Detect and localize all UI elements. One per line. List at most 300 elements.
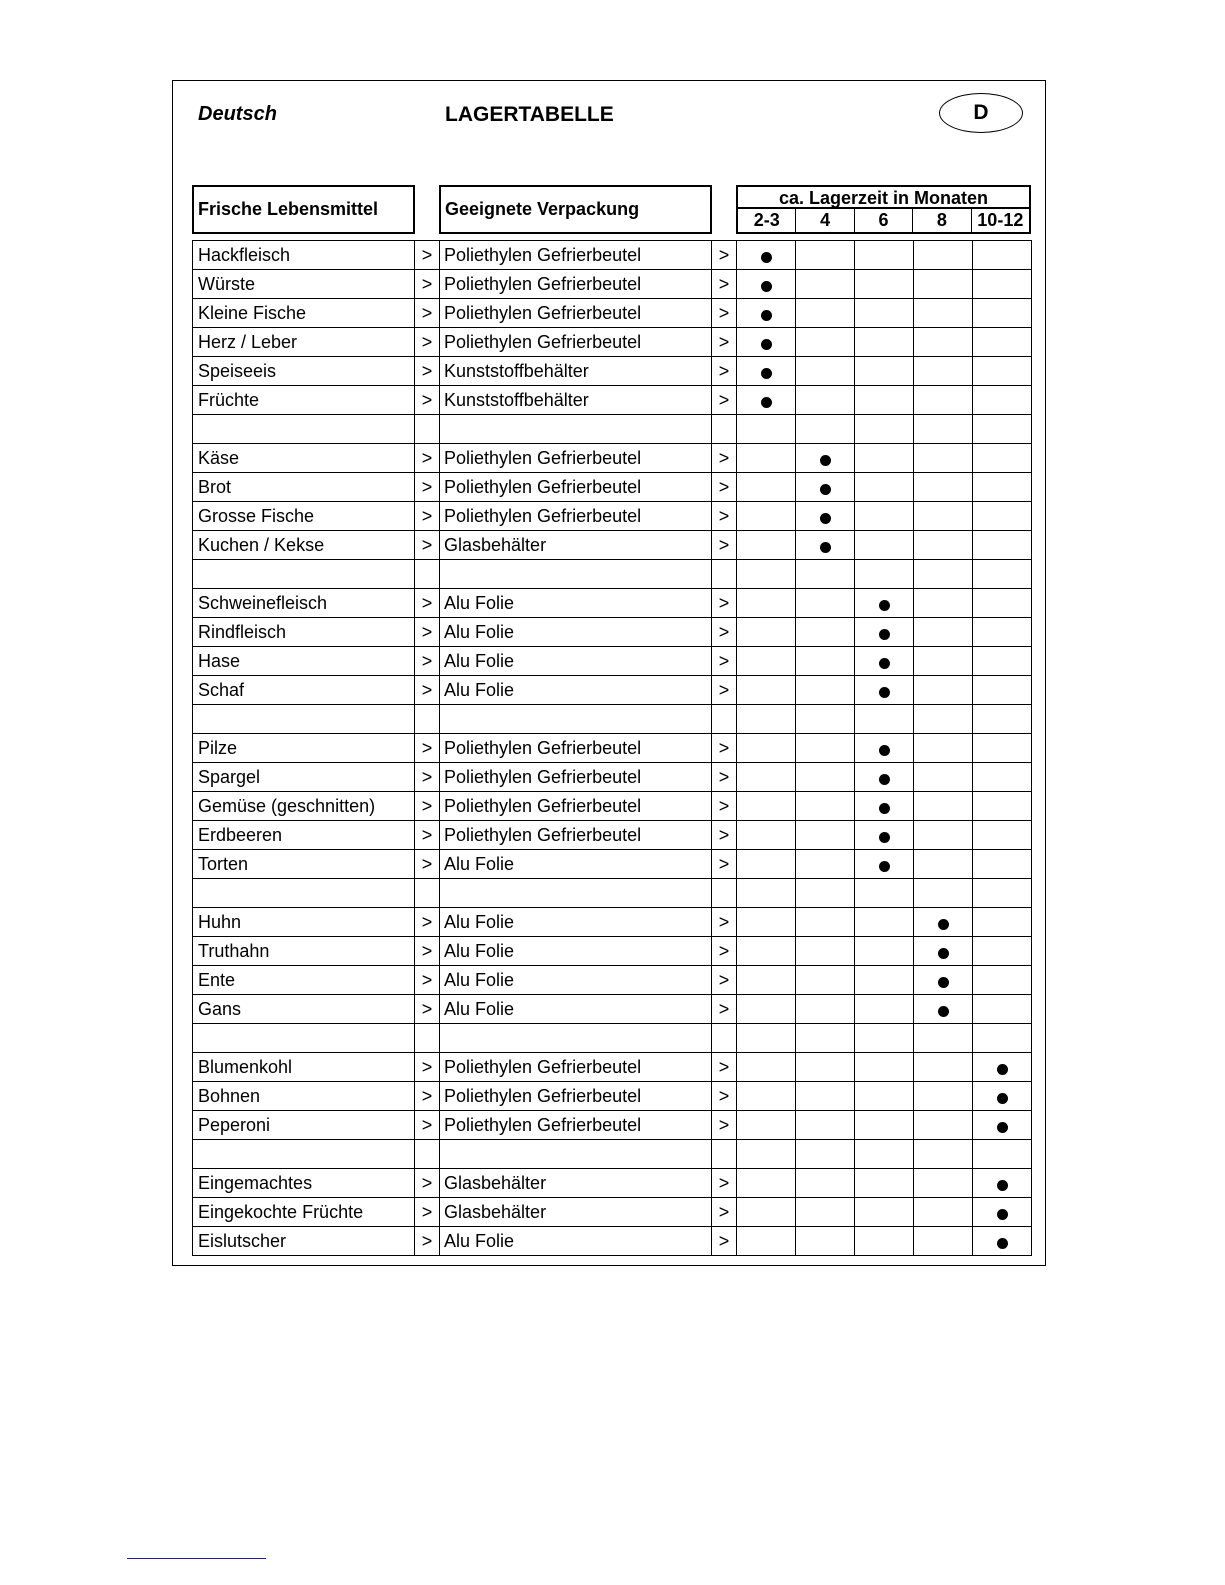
- month-cell: [737, 357, 796, 386]
- empty-cell: [737, 1140, 796, 1169]
- storage-dot-icon: [761, 397, 772, 408]
- packaging-name: Poliethylen Gefrierbeutel: [440, 241, 712, 270]
- month-cell: [796, 995, 855, 1024]
- month-cell: [855, 444, 914, 473]
- empty-cell: [796, 879, 855, 908]
- food-name: Würste: [193, 270, 415, 299]
- storage-dot-icon: [879, 658, 890, 669]
- packaging-name: Poliethylen Gefrierbeutel: [440, 792, 712, 821]
- table-row: [193, 618, 1032, 647]
- packaging-name: Poliethylen Gefrierbeutel: [440, 473, 712, 502]
- table-row: [193, 386, 1032, 415]
- month-cell: [855, 792, 914, 821]
- month-cell: [855, 270, 914, 299]
- month-cell: [973, 1111, 1032, 1140]
- month-cell: [855, 589, 914, 618]
- empty-cell: [914, 1140, 973, 1169]
- empty-cell: [440, 415, 712, 444]
- storage-dot-icon: [938, 919, 949, 930]
- month-cell: [737, 966, 796, 995]
- packaging-name: Poliethylen Gefrierbeutel: [440, 1053, 712, 1082]
- separator-row: [193, 1140, 1032, 1169]
- empty-cell: [193, 705, 415, 734]
- arrow-glyph: >: [415, 386, 440, 415]
- month-cell: [796, 473, 855, 502]
- month-cell: [737, 937, 796, 966]
- month-cell: [796, 676, 855, 705]
- table-row: [193, 734, 1032, 763]
- storage-dot-icon: [997, 1238, 1008, 1249]
- arrow-glyph: >: [415, 357, 440, 386]
- empty-cell: [193, 1024, 415, 1053]
- arrow-glyph: >: [712, 1111, 737, 1140]
- storage-dot-icon: [879, 861, 890, 872]
- month-cell: [973, 792, 1032, 821]
- table-row: [193, 676, 1032, 705]
- storage-dot-icon: [997, 1064, 1008, 1075]
- month-cell: [796, 1227, 855, 1256]
- empty-cell: [796, 1024, 855, 1053]
- empty-cell: [193, 415, 415, 444]
- month-cell: [855, 1169, 914, 1198]
- month-cell: [914, 1169, 973, 1198]
- month-cell: [973, 1082, 1032, 1111]
- arrow-glyph: >: [712, 937, 737, 966]
- empty-cell: [855, 1024, 914, 1053]
- arrow-glyph: >: [712, 589, 737, 618]
- packaging-name: Alu Folie: [440, 647, 712, 676]
- empty-cell: [712, 705, 737, 734]
- packaging-name: Kunststoffbehälter: [440, 386, 712, 415]
- packaging-name: Alu Folie: [440, 589, 712, 618]
- month-cell: [973, 1053, 1032, 1082]
- table-row: [193, 589, 1032, 618]
- month-cell: [914, 966, 973, 995]
- month-cell: [737, 1053, 796, 1082]
- packaging-name: Poliethylen Gefrierbeutel: [440, 270, 712, 299]
- month-cell: [855, 386, 914, 415]
- table-row: [193, 1169, 1032, 1198]
- month-cell: [737, 589, 796, 618]
- table-row: [193, 937, 1032, 966]
- arrow-glyph: >: [712, 734, 737, 763]
- packaging-name: Alu Folie: [440, 1227, 712, 1256]
- storage-dot-icon: [997, 1093, 1008, 1104]
- empty-cell: [914, 879, 973, 908]
- month-cell: [914, 908, 973, 937]
- month-cell: [855, 850, 914, 879]
- month-cell: [914, 328, 973, 357]
- packaging-name: Alu Folie: [440, 908, 712, 937]
- month-cell: [973, 531, 1032, 560]
- arrow-glyph: >: [415, 821, 440, 850]
- packaging-name: Alu Folie: [440, 850, 712, 879]
- food-name: Spargel: [193, 763, 415, 792]
- arrow-glyph: >: [415, 328, 440, 357]
- storage-dot-icon: [997, 1180, 1008, 1191]
- food-name: Hackfleisch: [193, 241, 415, 270]
- storage-table: [192, 240, 1032, 1256]
- arrow-glyph: >: [712, 1198, 737, 1227]
- storage-dot-icon: [938, 948, 949, 959]
- storage-dot-icon: [879, 600, 890, 611]
- food-name: Herz / Leber: [193, 328, 415, 357]
- empty-cell: [796, 415, 855, 444]
- month-cell: [796, 792, 855, 821]
- storage-dot-icon: [938, 977, 949, 988]
- table-row: [193, 270, 1032, 299]
- month-header: 8: [912, 209, 970, 232]
- month-cell: [855, 763, 914, 792]
- storage-dot-icon: [820, 542, 831, 553]
- empty-cell: [973, 705, 1032, 734]
- month-cell: [855, 821, 914, 850]
- table-row: [193, 1053, 1032, 1082]
- month-cell: [973, 299, 1032, 328]
- country-code-badge: D: [939, 93, 1023, 133]
- food-column-header: Frische Lebensmittel: [192, 185, 415, 234]
- arrow-glyph: >: [415, 1198, 440, 1227]
- packaging-name: Kunststoffbehälter: [440, 357, 712, 386]
- food-name: Brot: [193, 473, 415, 502]
- arrow-glyph: >: [415, 241, 440, 270]
- food-name: Torten: [193, 850, 415, 879]
- arrow-glyph: >: [712, 444, 737, 473]
- empty-cell: [415, 415, 440, 444]
- food-name: Schaf: [193, 676, 415, 705]
- separator-row: [193, 1024, 1032, 1053]
- food-name: Kleine Fische: [193, 299, 415, 328]
- arrow-glyph: >: [712, 908, 737, 937]
- packaging-name: Poliethylen Gefrierbeutel: [440, 328, 712, 357]
- empty-cell: [796, 1140, 855, 1169]
- month-cell: [855, 966, 914, 995]
- month-cell: [737, 531, 796, 560]
- packaging-name: Alu Folie: [440, 676, 712, 705]
- month-cell: [855, 241, 914, 270]
- month-cell: [737, 734, 796, 763]
- month-header: 6: [854, 209, 912, 232]
- month-cell: [914, 1053, 973, 1082]
- month-cell: [737, 270, 796, 299]
- empty-cell: [415, 560, 440, 589]
- month-cell: [796, 531, 855, 560]
- empty-cell: [712, 415, 737, 444]
- arrow-glyph: >: [415, 763, 440, 792]
- month-cell: [855, 1227, 914, 1256]
- month-cell: [796, 328, 855, 357]
- month-cell: [855, 618, 914, 647]
- packaging-name: Alu Folie: [440, 618, 712, 647]
- empty-cell: [855, 879, 914, 908]
- food-name: Truthahn: [193, 937, 415, 966]
- food-name: Käse: [193, 444, 415, 473]
- month-cell: [796, 502, 855, 531]
- month-cell: [973, 966, 1032, 995]
- month-cell: [737, 792, 796, 821]
- empty-cell: [973, 879, 1032, 908]
- empty-cell: [712, 560, 737, 589]
- packaging-name: Alu Folie: [440, 966, 712, 995]
- month-cell: [914, 531, 973, 560]
- arrow-glyph: >: [415, 734, 440, 763]
- table-row: [193, 241, 1032, 270]
- empty-cell: [712, 879, 737, 908]
- empty-cell: [440, 1024, 712, 1053]
- packaging-name: Poliethylen Gefrierbeutel: [440, 763, 712, 792]
- arrow-glyph: >: [712, 270, 737, 299]
- month-cell: [737, 444, 796, 473]
- month-cell: [914, 995, 973, 1024]
- month-cell: [914, 676, 973, 705]
- empty-cell: [440, 879, 712, 908]
- packaging-name: Poliethylen Gefrierbeutel: [440, 444, 712, 473]
- month-cell: [914, 647, 973, 676]
- empty-cell: [855, 1140, 914, 1169]
- empty-cell: [737, 415, 796, 444]
- month-cell: [914, 502, 973, 531]
- month-cell: [855, 502, 914, 531]
- food-name: Früchte: [193, 386, 415, 415]
- month-cell: [796, 299, 855, 328]
- food-name: Eingekochte Früchte: [193, 1198, 415, 1227]
- arrow-glyph: >: [415, 647, 440, 676]
- arrow-glyph: >: [415, 1053, 440, 1082]
- table-row: [193, 792, 1032, 821]
- month-cell: [973, 995, 1032, 1024]
- food-name: Eingemachtes: [193, 1169, 415, 1198]
- empty-cell: [712, 1140, 737, 1169]
- month-header: 10-12: [971, 209, 1029, 232]
- arrow-glyph: >: [415, 1111, 440, 1140]
- month-cell: [914, 1082, 973, 1111]
- table-row: [193, 473, 1032, 502]
- arrow-glyph: >: [415, 1082, 440, 1111]
- storage-dot-icon: [761, 339, 772, 350]
- page-title: LAGERTABELLE: [445, 103, 614, 126]
- table-row: [193, 502, 1032, 531]
- empty-cell: [193, 560, 415, 589]
- month-cell: [796, 1082, 855, 1111]
- packaging-column-header: Geeignete Verpackung: [439, 185, 712, 234]
- storage-dot-icon: [879, 803, 890, 814]
- food-name: Pilze: [193, 734, 415, 763]
- arrow-glyph: >: [415, 473, 440, 502]
- storage-dot-icon: [820, 513, 831, 524]
- month-cell: [796, 908, 855, 937]
- storage-dot-icon: [820, 484, 831, 495]
- packaging-name: Poliethylen Gefrierbeutel: [440, 502, 712, 531]
- packaging-name: Poliethylen Gefrierbeutel: [440, 821, 712, 850]
- arrow-glyph: >: [712, 1082, 737, 1111]
- month-cell: [737, 1169, 796, 1198]
- month-cell: [796, 589, 855, 618]
- arrow-glyph: >: [712, 386, 737, 415]
- arrow-glyph: >: [415, 531, 440, 560]
- month-cell: [737, 473, 796, 502]
- month-cell: [855, 1198, 914, 1227]
- storage-dot-icon: [879, 687, 890, 698]
- month-cell: [914, 821, 973, 850]
- food-name: Hase: [193, 647, 415, 676]
- month-cell: [973, 502, 1032, 531]
- month-cell: [914, 386, 973, 415]
- month-cell: [973, 850, 1032, 879]
- month-cell: [855, 1053, 914, 1082]
- month-cell: [737, 1082, 796, 1111]
- month-cell: [855, 531, 914, 560]
- month-cell: [914, 473, 973, 502]
- month-cell: [737, 299, 796, 328]
- month-cell: [796, 1169, 855, 1198]
- month-cell: [914, 589, 973, 618]
- food-name: Gemüse (geschnitten): [193, 792, 415, 821]
- month-cell: [855, 937, 914, 966]
- empty-cell: [914, 1024, 973, 1053]
- month-cell: [737, 676, 796, 705]
- month-cell: [914, 241, 973, 270]
- month-cell: [737, 502, 796, 531]
- month-cell: [737, 850, 796, 879]
- month-cell: [796, 937, 855, 966]
- separator-row: [193, 560, 1032, 589]
- empty-cell: [193, 879, 415, 908]
- month-cell: [796, 966, 855, 995]
- month-cell: [855, 908, 914, 937]
- month-cell: [973, 676, 1032, 705]
- month-cell: [973, 763, 1032, 792]
- month-cell: [914, 299, 973, 328]
- month-cell: [855, 1082, 914, 1111]
- month-cell: [914, 792, 973, 821]
- arrow-glyph: >: [415, 1169, 440, 1198]
- month-cell: [737, 763, 796, 792]
- empty-cell: [440, 560, 712, 589]
- month-cell: [914, 270, 973, 299]
- month-cell: [855, 328, 914, 357]
- empty-cell: [193, 1140, 415, 1169]
- table-row: [193, 995, 1032, 1024]
- month-cell: [973, 473, 1032, 502]
- month-cell: [737, 1198, 796, 1227]
- arrow-glyph: >: [415, 908, 440, 937]
- food-name: Ente: [193, 966, 415, 995]
- month-cell: [796, 734, 855, 763]
- table-row: [193, 357, 1032, 386]
- arrow-glyph: >: [712, 531, 737, 560]
- food-name: Speiseeis: [193, 357, 415, 386]
- food-name: Bohnen: [193, 1082, 415, 1111]
- language-label: Deutsch: [198, 103, 277, 125]
- table-row: [193, 1198, 1032, 1227]
- month-cell: [973, 618, 1032, 647]
- arrow-glyph: >: [415, 502, 440, 531]
- storage-dot-icon: [879, 629, 890, 640]
- arrow-glyph: >: [415, 966, 440, 995]
- table-row: [193, 531, 1032, 560]
- empty-cell: [737, 560, 796, 589]
- month-cell: [796, 647, 855, 676]
- storage-dot-icon: [761, 252, 772, 263]
- table-row: [193, 850, 1032, 879]
- month-cell: [796, 1053, 855, 1082]
- table-row: [193, 1227, 1032, 1256]
- arrow-glyph: >: [712, 676, 737, 705]
- empty-cell: [914, 415, 973, 444]
- separator-row: [193, 415, 1032, 444]
- food-name: Peperoni: [193, 1111, 415, 1140]
- arrow-glyph: >: [415, 792, 440, 821]
- empty-cell: [914, 705, 973, 734]
- empty-cell: [973, 1024, 1032, 1053]
- month-cell: [737, 328, 796, 357]
- empty-cell: [440, 705, 712, 734]
- empty-cell: [855, 705, 914, 734]
- month-cell: [973, 589, 1032, 618]
- arrow-glyph: >: [712, 357, 737, 386]
- empty-cell: [973, 1140, 1032, 1169]
- month-cell: [855, 1111, 914, 1140]
- storage-dot-icon: [761, 281, 772, 292]
- packaging-name: Poliethylen Gefrierbeutel: [440, 734, 712, 763]
- month-cell: [737, 386, 796, 415]
- month-cell: [796, 270, 855, 299]
- empty-cell: [914, 560, 973, 589]
- month-cell: [914, 357, 973, 386]
- footer-link-underline: [127, 1558, 266, 1559]
- arrow-glyph: >: [712, 618, 737, 647]
- month-cell: [737, 647, 796, 676]
- packaging-name: Poliethylen Gefrierbeutel: [440, 1082, 712, 1111]
- empty-cell: [737, 879, 796, 908]
- month-cell: [737, 241, 796, 270]
- month-cell: [796, 763, 855, 792]
- storage-time-header: [736, 185, 1031, 234]
- arrow-glyph: >: [415, 270, 440, 299]
- month-cell: [796, 444, 855, 473]
- month-cell: [737, 1111, 796, 1140]
- table-row: [193, 1111, 1032, 1140]
- arrow-glyph: >: [712, 821, 737, 850]
- month-cell: [914, 618, 973, 647]
- month-cell: [914, 734, 973, 763]
- arrow-glyph: >: [712, 299, 737, 328]
- food-name: Eislutscher: [193, 1227, 415, 1256]
- packaging-name: Poliethylen Gefrierbeutel: [440, 299, 712, 328]
- packaging-name: Poliethylen Gefrierbeutel: [440, 1111, 712, 1140]
- food-name: Huhn: [193, 908, 415, 937]
- empty-cell: [415, 1024, 440, 1053]
- month-cell: [914, 850, 973, 879]
- storage-dot-icon: [761, 368, 772, 379]
- storage-dot-icon: [938, 1006, 949, 1017]
- table-row: [193, 908, 1032, 937]
- food-name: Gans: [193, 995, 415, 1024]
- month-cell: [914, 763, 973, 792]
- month-cell: [973, 647, 1032, 676]
- month-cell: [796, 821, 855, 850]
- food-name: Blumenkohl: [193, 1053, 415, 1082]
- arrow-glyph: >: [712, 328, 737, 357]
- arrow-glyph: >: [712, 473, 737, 502]
- month-header: 2-3: [753, 210, 780, 230]
- arrow-glyph: >: [415, 589, 440, 618]
- month-cell: [914, 1198, 973, 1227]
- empty-cell: [796, 705, 855, 734]
- empty-cell: [440, 1140, 712, 1169]
- month-header: 4: [795, 209, 853, 232]
- empty-cell: [973, 560, 1032, 589]
